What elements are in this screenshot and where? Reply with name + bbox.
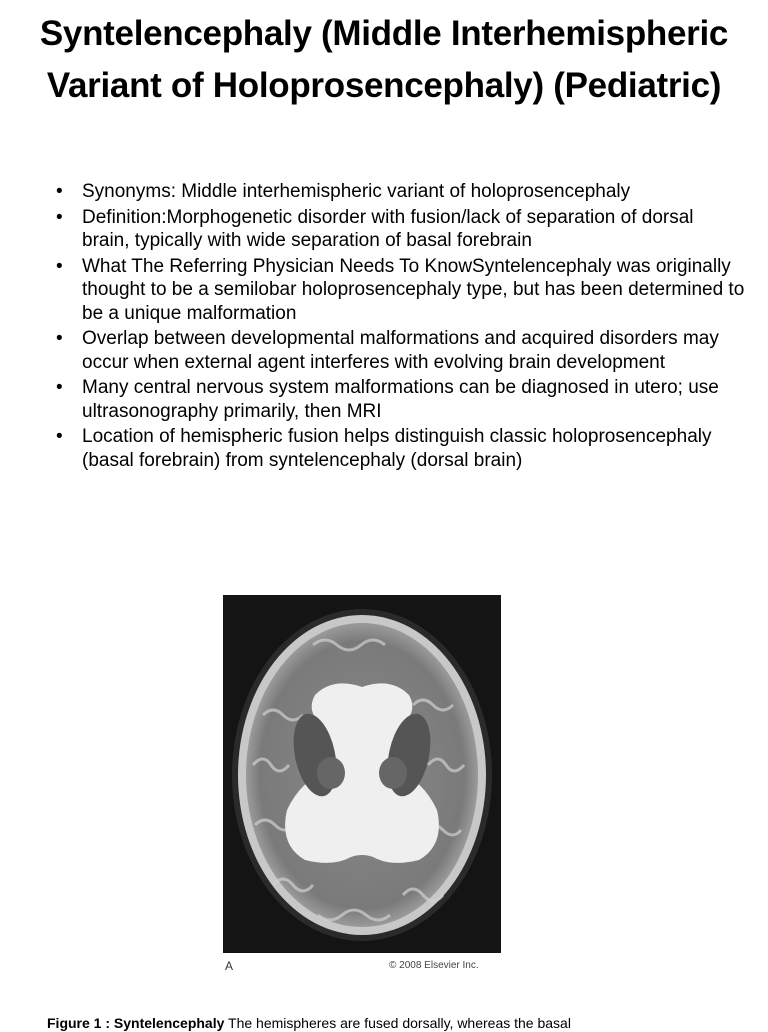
figure-copyright: © 2008 Elsevier Inc. xyxy=(389,960,479,971)
mri-image xyxy=(223,595,501,953)
bullet-item xyxy=(56,376,746,423)
bullet-item xyxy=(56,327,746,374)
bullet-text: Many central nervous system malformations can be diagnosed in utero; use ultrasonography primarily, then MRI xyxy=(82,377,719,422)
bullet-dot: • xyxy=(56,426,63,447)
bullet-item xyxy=(56,180,746,204)
bullet-dot: • xyxy=(56,328,63,349)
brain-mri-illustration xyxy=(223,595,501,953)
bullet-text: Synonyms: Middle interhemispheric variant of holoprosencephaly xyxy=(82,181,631,202)
bullet-dot: • xyxy=(56,255,63,277)
bullet-list xyxy=(56,180,746,474)
caption-text: The hemispheres are fused dorsally, whereas the basal xyxy=(224,1015,571,1031)
bullet-item xyxy=(56,425,746,472)
bullet-text: What The Referring Physician Needs To KnowSyntelencephaly was originally thought to be a semilobar holoprosencephaly type, but has been determined to be a unique malformation xyxy=(82,255,745,324)
caption-label: Figure 1 : Syntelencephaly xyxy=(47,1015,225,1031)
bullet-text: Definition:Morphogenetic disorder with fusion/lack of separation of dorsal brain, typically with wide separation of basal forebrain xyxy=(82,206,694,251)
slide-title: Syntelencephaly (Middle Interhemispheric Variant of Holoprosencephaly) (Pediatric) xyxy=(39,14,729,105)
bullet-text: Overlap between developmental malformations and acquired disorders may occur when external agent interferes with evolving brain development xyxy=(82,328,719,373)
figure-panel-letter: A xyxy=(225,959,234,973)
bullet-dot: • xyxy=(56,181,63,202)
bullet-item xyxy=(56,255,746,326)
bullet-item xyxy=(56,206,746,253)
bullet-dot: • xyxy=(56,206,63,228)
figure-caption xyxy=(47,1014,767,1032)
bullet-dot: • xyxy=(56,377,63,398)
bullet-text: Location of hemispheric fusion helps distinguish classic holoprosencephaly (basal forebrain) from syntelencephaly (dorsal brain) xyxy=(82,426,712,471)
